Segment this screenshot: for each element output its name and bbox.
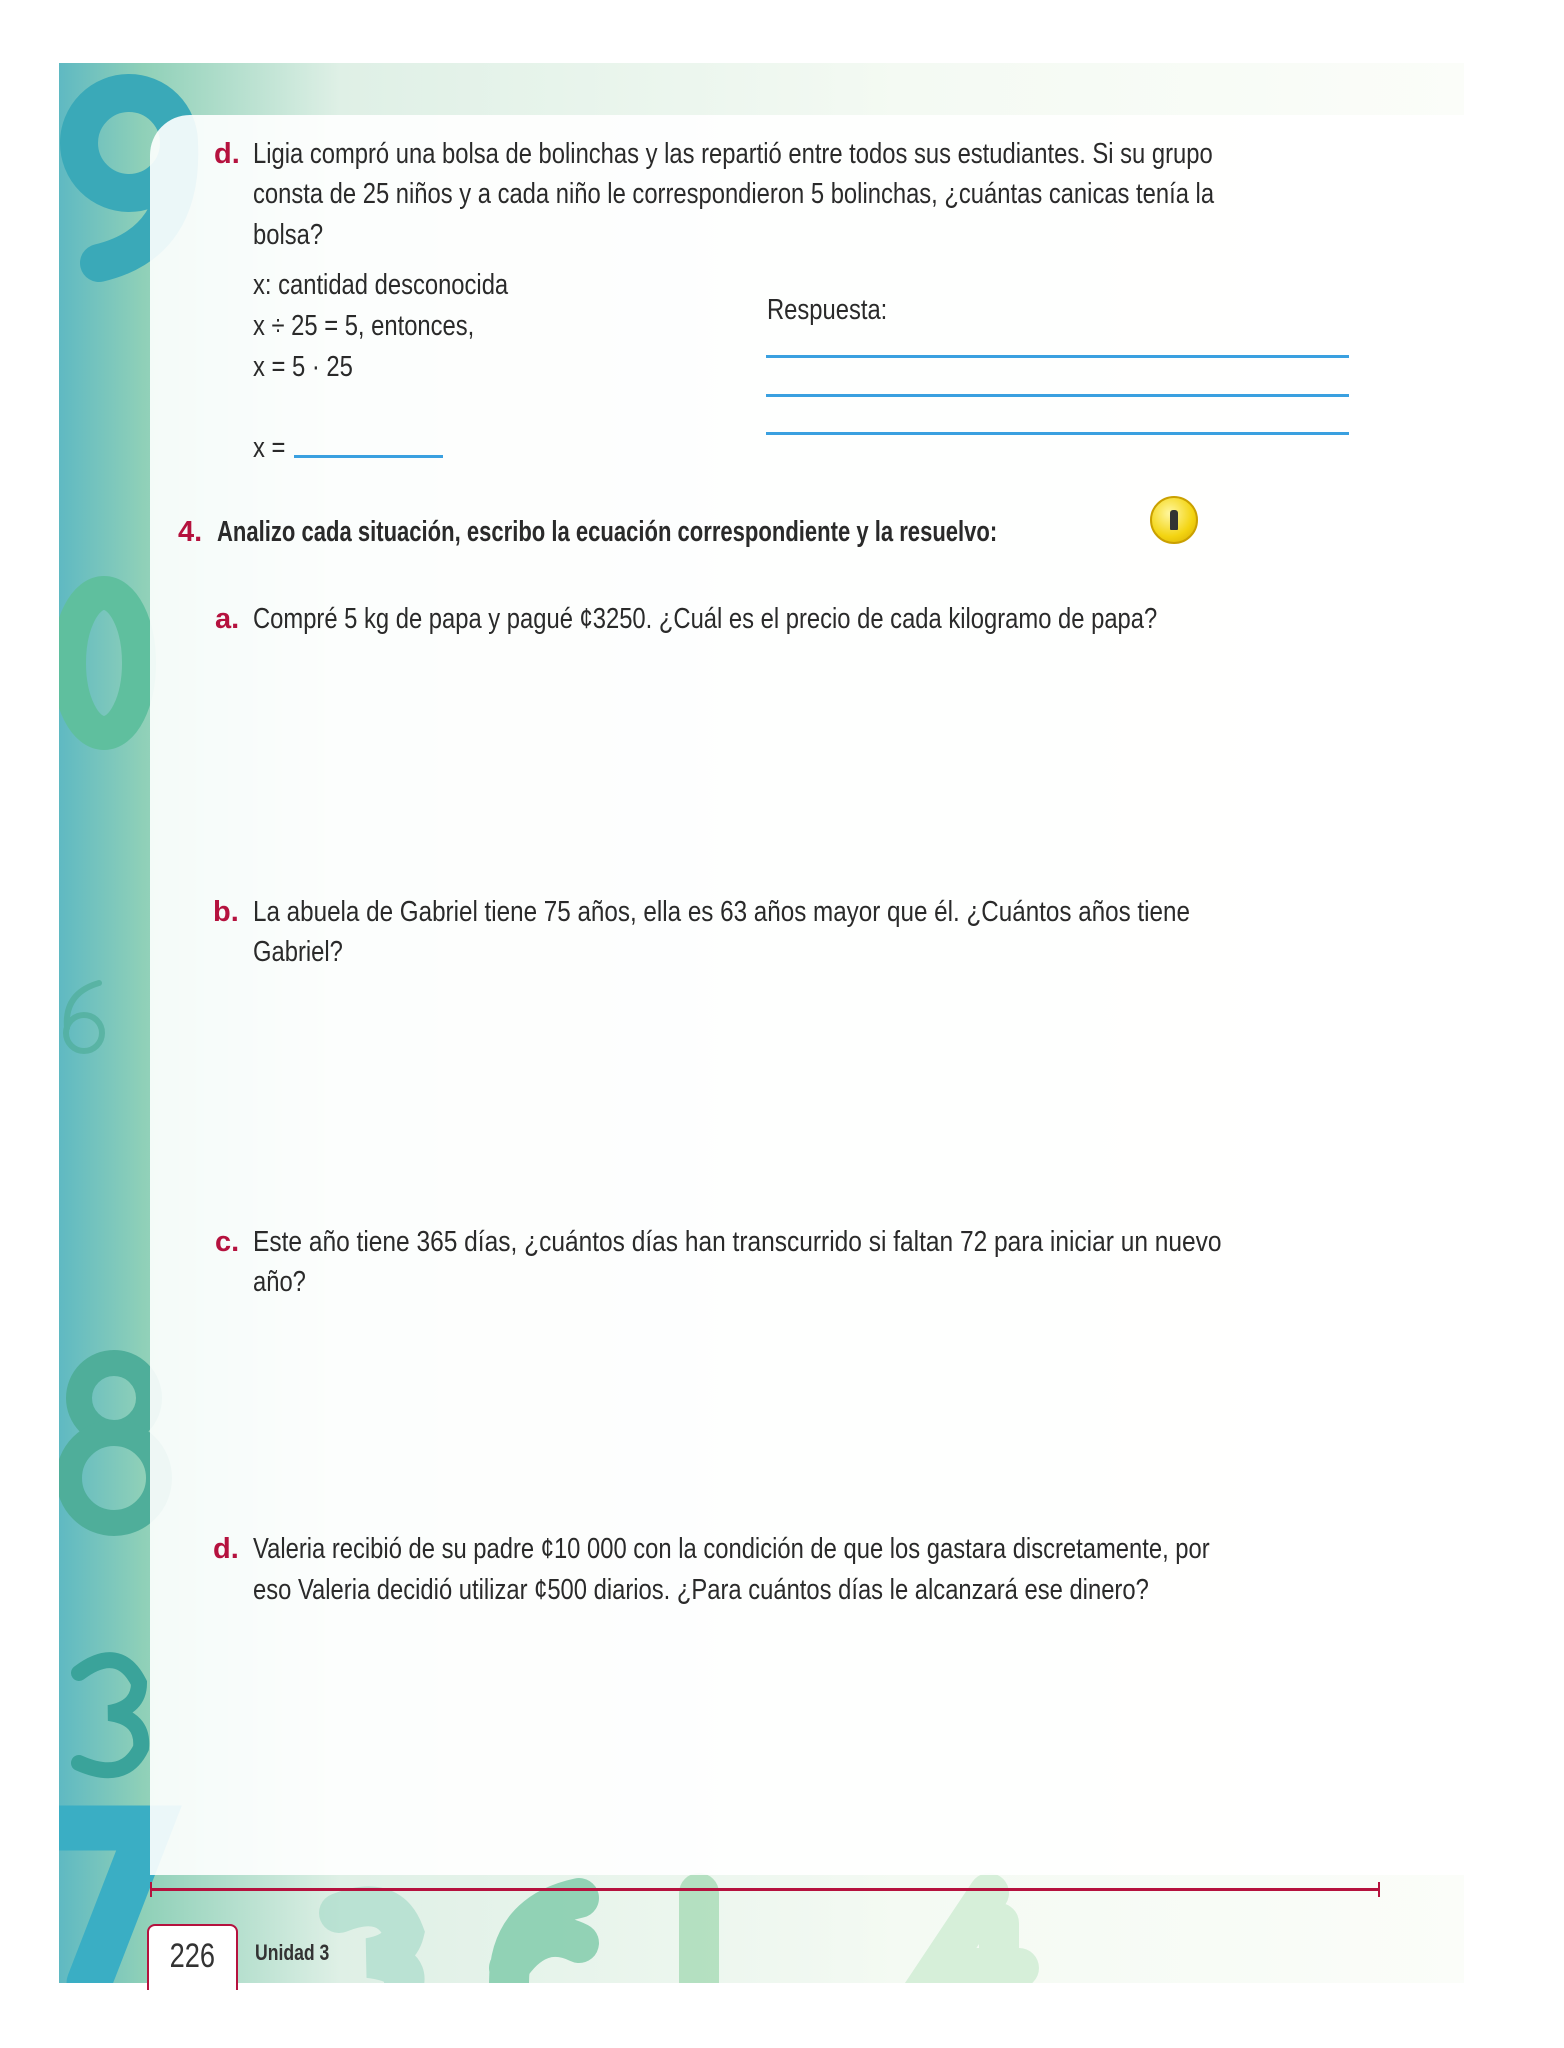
answer-line[interactable] — [766, 394, 1349, 397]
item-c-label: c. — [215, 1226, 240, 1258]
exercise-3d-text: consta de 25 niños y a cada niño le correspondieron 5 bolinchas, ¿cuántas canicas tenía la — [253, 178, 1215, 210]
item-a-label: a. — [215, 603, 240, 635]
item-d-label: d. — [213, 1533, 239, 1565]
item-c-text: Este año tiene 365 días, ¿cuántos días han transcurrido si faltan 72 para iniciar un nuevo — [253, 1226, 1222, 1258]
exercise-3d-text: bolsa? — [253, 219, 324, 251]
answer-label: Respuesta: — [767, 294, 888, 326]
item-a-text: Compré 5 kg de papa y pagué ¢3250. ¿Cuál es el precio de cada kilogramo de papa? — [253, 603, 1158, 635]
item-c-text: año? — [253, 1266, 306, 1298]
page-number — [147, 1924, 238, 1990]
item-b-text: Gabriel? — [253, 936, 343, 968]
answer-line[interactable] — [766, 355, 1349, 358]
lightbulb-icon — [1150, 496, 1198, 544]
answer-line[interactable] — [766, 432, 1349, 435]
exercise-4-title: Analizo cada situación, escribo la ecuación correspondiente y la resuelvo: — [217, 516, 998, 548]
decor-digit-7-shape — [59, 1828, 149, 1983]
item-b-text: La abuela de Gabriel tiene 75 años, ella es 63 años mayor que él. ¿Cuántos años tiene — [253, 896, 1190, 928]
decor-digit-6-shape — [66, 983, 102, 1051]
x-answer-field[interactable] — [294, 455, 443, 458]
page-number-text: 226 — [169, 1937, 216, 1975]
x-equals-label: x = — [253, 432, 286, 464]
footer-divider — [150, 1888, 1380, 1891]
work-line: x ÷ 25 = 5, entonces, — [253, 310, 475, 342]
unit-label: Unidad 3 — [255, 1940, 330, 1965]
item-b-label: b. — [213, 896, 239, 928]
item-d-text: Valeria recibió de su padre ¢10 000 con la condición de que los gastara discretamente, por — [253, 1533, 1210, 1565]
exercise-3d-text: Ligia compró una bolsa de bolinchas y las repartió entre todos sus estudiantes. Si su grupo — [253, 138, 1213, 170]
exercise-3d-label: d. — [214, 138, 240, 170]
decor-digit-8-shape — [69, 1363, 159, 1523]
decor-digit-shapes-bottom — [339, 1893, 1019, 1983]
exercise-4-number: 4. — [178, 516, 203, 548]
work-line: x = 5 · 25 — [253, 351, 353, 383]
decor-digit-3-shape — [79, 1660, 141, 1770]
work-line: x: cantidad desconocida — [253, 269, 509, 301]
item-d-text: eso Valeria decidió utilizar ¢500 diarios. ¿Para cuántos días le alcanzará ese dinero? — [253, 1574, 1149, 1606]
decor-digit-0-shape — [69, 593, 139, 733]
